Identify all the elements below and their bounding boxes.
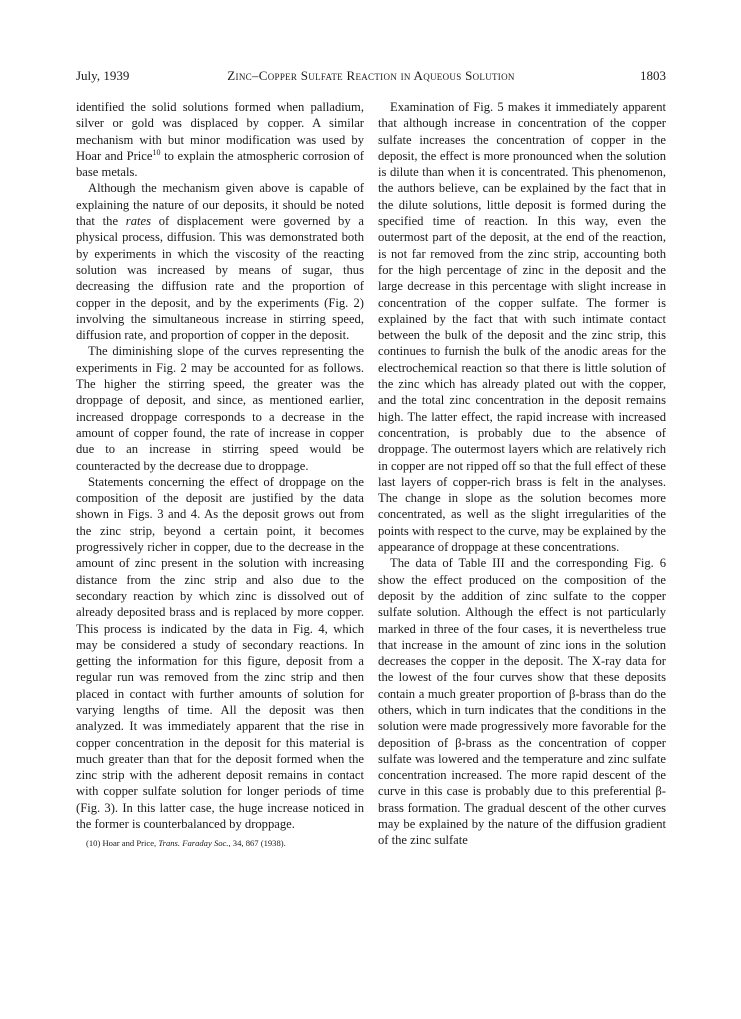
paragraph: identified the solid solutions formed when palladium, silver or gold was displaced by copper. A similar mechanism with but minor modification was used by Hoar and Price$^{10}$ to explain the atmospheric corrosion of base metals.	[76, 100, 364, 180]
footnote-ref: 10	[152, 147, 161, 157]
paragraph: Although the mechanism given above is capable of explaining the nature of our deposits, it should be noted that the rates of displacement were governed by a physical process, diffusion. This was demonstrated both by experiments in which the viscosity of the reacting solution was increased by means of sugar, thus decreasing the diffusion rate and the proportion of copper in the deposit, and by the experiments (Fig. 2) involving the simultaneous increase in stirring speed, diffusion rate, and proportion of copper in the deposit.	[76, 181, 364, 343]
paragraph: Examination of Fig. 5 makes it immediately apparent that although increase in concentration of the copper sulfate increases the concentration of copper in the deposit, the effect is more pronounced when the solution is dilute than when it is concentrated. This phenomenon, the authors believe, can be explained by the fact that in the dilute solutions, little deposit is formed during the specified time of reaction. In this way, even the outermost part of the deposit, at the end of the reaction, is not far removed from the zinc strip, accounting both for the high percentage of zinc in the deposit and the large decrease in this percentage with slight increase in concentration of the copper sulfate. The former is explained by the fact that with such intimate contact between the bulk of the deposit and the zinc strip, this continues to furnish the bulk of the anodic areas for the electrochemical reaction so that there is little solution of the zinc which has already plated out with the copper, and the total zinc concentration in the deposit remains high. The latter effect, the rapid increase with increased concentration, is probably due to the absence of droppage. The outermost layers which are relatively rich in copper are not ripped off so that the full effect of these last layers of copper-rich brass is felt in the analyses. The change in slope as the solution becomes more concentrated, as well as the slight irregularities of the points with respect to the curve, may be explained by the appearance of droppage at these concentrations.	[378, 100, 666, 555]
left-column	[76, 99, 364, 849]
paragraph: The diminishing slope of the curves representing the experiments in Fig. 2 may be accounted for as follows. The higher the stirring speed, the greater was the droppage of deposit, and since, as mentioned earlier, increased droppage corresponds to a decrease in the amount of copper found, the rate of increase in copper due to an increase in stirring speed would be counteracted by the decrease due to droppage.	[76, 344, 364, 473]
page-number: 1803	[640, 68, 666, 83]
paragraph: Statements concerning the effect of droppage on the composition of the deposit are justified by the data shown in Figs. 3 and 4. As the deposit grows out from the zinc strip, beyond a certain point, it becomes progressively richer in copper, due to the decrease in the amount of zinc present in the solution with increasing distance from the zinc strip and also due to the secondary reaction by which zinc is dissolved out of already deposited brass and is replaced by more copper. This process is indicated by the data in Fig. 4, which may be considered a study of secondary reactions. In getting the information for this figure, deposit from a regular run was removed from the zinc strip and then placed in contact with further amounts of solution for varying lengths of time. All the deposit was then analyzed. It was immediately apparent that the rise in copper concentration in the deposit for this material is much greater than that for the deposit formed when the zinc strip with the adherent deposit remains in contact with copper sulfate solution for longer periods of time (Fig. 3). In this latter case, the huge increase noticed in the former is counterbalanced by droppage.	[76, 474, 364, 832]
running-header	[76, 68, 666, 88]
footnote: (10) Hoar and Price, Trans. Faraday Soc., 34, 867 (1938).	[86, 838, 286, 849]
paragraph: The data of Table III and the corresponding Fig. 6 show the effect produced on the composition of the deposit by the addition of zinc sulfate to the copper sulfate solution. Although the effect is not particularly marked in three of the four cases, it is nevertheless true that increase in the amount of zinc ions in the solution decreases the copper in the deposit. The X-ray data for the lowest of the four curves show that these deposits contain a much greater proportion of β-brass than do the others, which in turn indicates that the conditions in the solution were made progressively more favorable for the deposition of β-brass as the concentration of copper sulfate was lowered and the temperature and zinc sulfate concentration increased. The more rapid descent of the curve in this case is probably due to this preferential β-brass formation. The gradual descent of the other curves may be explained by the nature of the diffusion gradient of the zinc sulfate	[378, 556, 666, 848]
header-date: July, 1939	[76, 68, 130, 83]
right-column	[378, 99, 666, 849]
header-title: Zinc–Copper Sulfate Reaction in Aqueous Solution	[227, 68, 515, 83]
